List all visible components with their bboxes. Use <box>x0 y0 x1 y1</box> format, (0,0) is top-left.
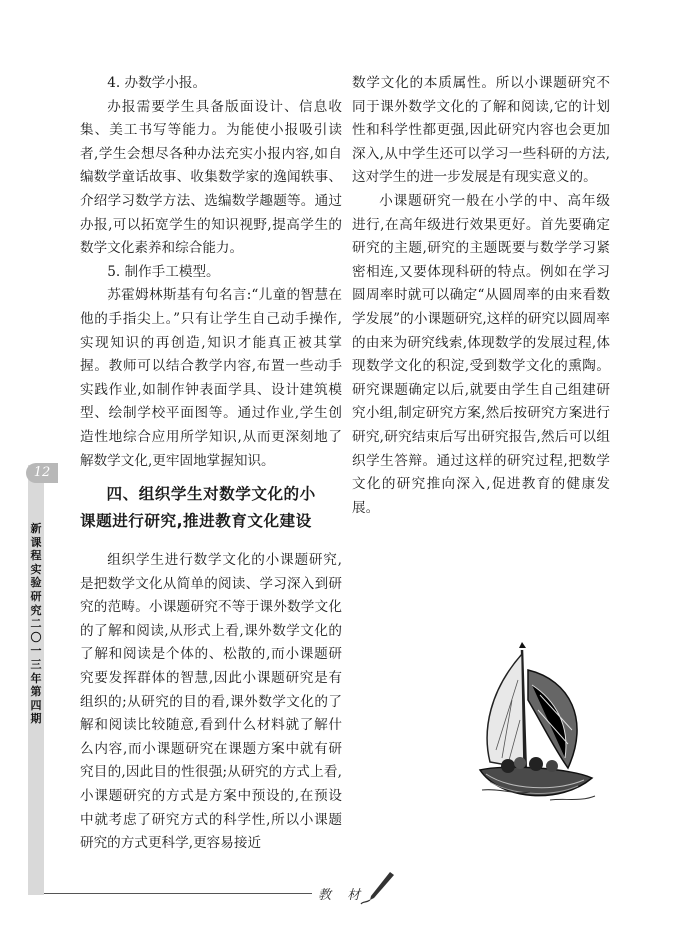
item5-title: 5. 制作手工模型。 <box>107 263 220 280</box>
section-heading <box>80 481 342 535</box>
item4-paragraph: 办报需要学生具备版面设计、信息收集、美工书写等能力。为能使小报吸引读者,学生会想尽各种办法充实小报内容,如自编数学童话故事、收集数学家的逸闻轶事、介绍学习数学方法、选编数学趣题等。通过办报,可以拓宽学生的知识视野,提高学生的数学文化素养和综合能力。 <box>80 98 342 257</box>
pen-icon <box>360 870 400 906</box>
bottom-rule <box>44 893 312 894</box>
left-column <box>80 72 342 856</box>
right-paragraph-1: 数学文化的本质属性。所以小课题研究不同于课外数学文化的了解和阅读,它的计划性和科学性都更强,因此研究内容也会更加深入,从中学生还可以学习一些科研的方法,这对学生的进一步发展是有现实意义的。 <box>352 75 610 186</box>
footer-label: 教 材 <box>318 888 367 903</box>
section-heading-line1: 四、组织学生对数学文化的小 <box>106 485 316 504</box>
boat-illustration <box>460 640 610 820</box>
item4-title: 4. 办数学小报。 <box>107 75 207 91</box>
section-paragraph: 组织学生进行数学文化的小课题研究,是把数学文化从简单的阅读、学习深入到研究的范畴。小课题研究不等于课外数学文化的了解和阅读,从形式上看,课外数学文化的了解和阅读是个体的、松散的,而小课题研究要发挥群体的智慧,因此小课题研究是有组织的;从研究的目的看,课外数学文化的了解和阅读比较随意,看到什么材料就了解什么内容,而小课题研究在课题方案中就有研究目的,因此目的性很强;从研究的方式上看,小课题研究的方式是方案中预设的,在预设中就考虑了研究方式的科学性,所以小课题研究的方式更科学,更容易接近 <box>80 552 342 852</box>
journal-vertical-title: 新课程实验研究 二〇一三年 第四期 <box>30 522 42 726</box>
item5-paragraph: 苏霍姆林斯基有句名言:“儿童的智慧在他的手指尖上。”只有让学生自己动手操作,实现知识的再创造,知识才能真正被其掌握。教师可以结合教学内容,布置一些动手实践作业,如制作钟表面学具、设计建筑模型、绘制学校平面图等。通过作业,学生创造性地综合应用所学知识,从而更深刻地了解数学文化,更牢固地掌握知识。 <box>80 287 342 469</box>
right-paragraph-2: 小课题研究一般在小学的中、高年级进行,在高年级进行效果更好。首先要确定研究的主题,研究的主题既要与数学学习紧密相连,又要体现科研的特点。例如在学习圆周率时就可以确定“从圆周率的由来看数学发展”的小课题研究,这样的研究以圆周率的由来为研究线索,体现数学的发展过程,体现数学文化的积淀,受到数学文化的熏陶。研究课题确定以后,就要由学生自己组建研究小组,制定研究方案,然后按研究方案进行研究,研究结束后写出研究报告,然后可以组织学生答辩。通过这样的研究过程,把数学文化的研究推向深入,促进教育的健康发展。 <box>352 192 610 516</box>
section-heading-line2: 课题进行研究,推进教育文化建设 <box>80 512 312 531</box>
page-number: 12 <box>26 463 58 483</box>
right-column <box>352 72 610 520</box>
